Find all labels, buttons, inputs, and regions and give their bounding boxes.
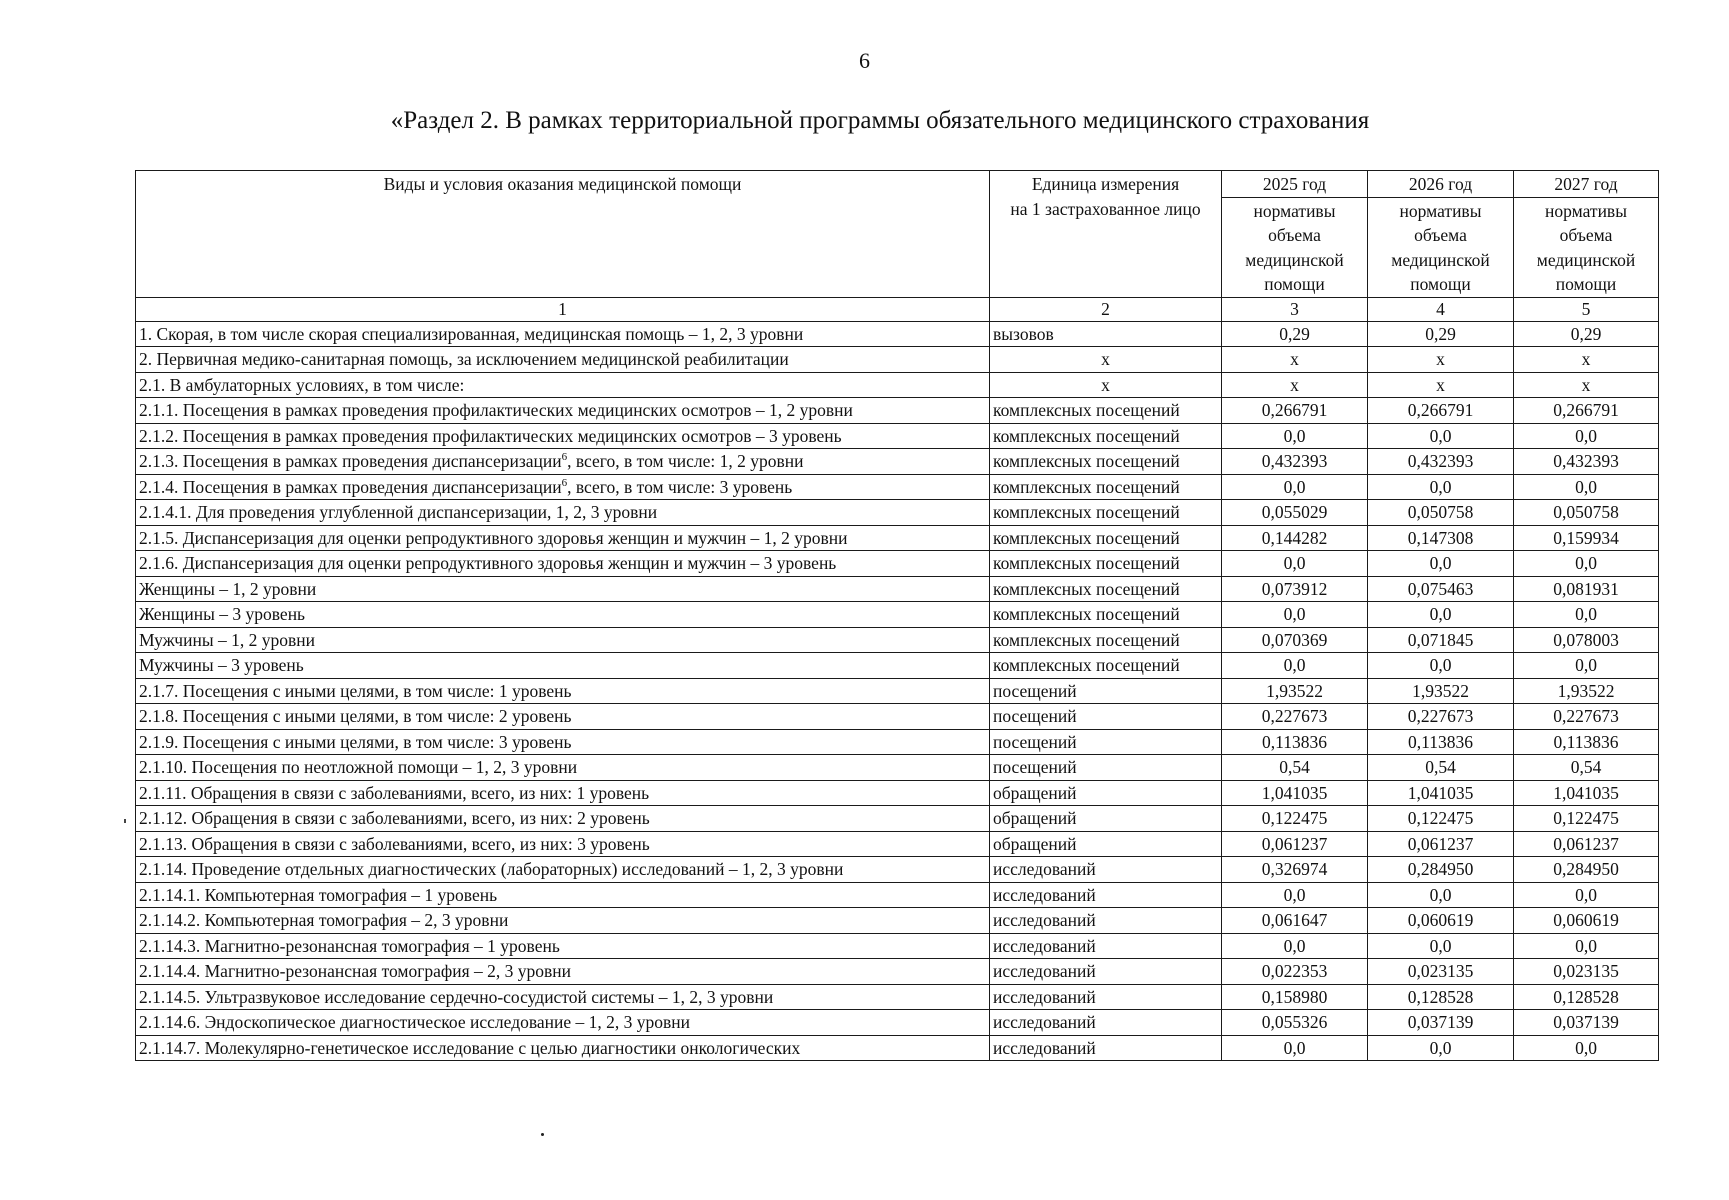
row-value-2027: 0,061237	[1514, 831, 1659, 857]
row-value-2026: 0,071845	[1368, 627, 1514, 653]
row-name-cell	[136, 602, 990, 628]
row-value-2025: 0,432393	[1222, 449, 1368, 475]
row-name-cell	[136, 882, 990, 908]
row-name: 2.1.14.4. Магнитно-резонансная томография – 2, 3 уровни	[139, 961, 572, 982]
table-row	[136, 347, 1659, 373]
row-unit: комплексных посещений	[990, 551, 1222, 577]
row-value-2025: 0,070369	[1222, 627, 1368, 653]
row-value-2026: 0,060619	[1368, 908, 1514, 934]
row-name-cell	[136, 347, 990, 373]
row-value-2025: 0,326974	[1222, 857, 1368, 883]
row-value-2025: х	[1222, 372, 1368, 398]
row-value-2026: 0,0	[1368, 1035, 1514, 1061]
row-value-2027: 0,128528	[1514, 984, 1659, 1010]
row-value-2027: 0,0	[1514, 423, 1659, 449]
table-row	[136, 627, 1659, 653]
row-value-2025: 0,158980	[1222, 984, 1368, 1010]
row-unit: исследований	[990, 882, 1222, 908]
row-name-cell	[136, 984, 990, 1010]
row-name: 2.1.10. Посещения по неотложной помощи – 1, 2, 3 уровни	[139, 757, 578, 778]
row-name: 2.1.14.3. Магнитно-резонансная томография – 1 уровень	[139, 935, 560, 956]
row-name-cell	[136, 398, 990, 424]
row-name-cell	[136, 500, 990, 526]
row-name: 2.1.13. Обращения в связи с заболеваниями, всего, из них: 3 уровень	[139, 833, 650, 854]
row-value-2026: 0,54	[1368, 755, 1514, 781]
table-row	[136, 780, 1659, 806]
row-name-cell	[136, 908, 990, 934]
row-value-2026: 1,041035	[1368, 780, 1514, 806]
header-unit	[990, 171, 1222, 298]
row-name-cell	[136, 423, 990, 449]
row-unit: комплексных посещений	[990, 525, 1222, 551]
table-row	[136, 729, 1659, 755]
header-2027	[1514, 171, 1659, 298]
row-name-cell	[136, 653, 990, 679]
table-row	[136, 398, 1659, 424]
row-value-2025: 0,061237	[1222, 831, 1368, 857]
header-2025	[1222, 171, 1368, 298]
row-value-2025: 1,041035	[1222, 780, 1368, 806]
section-title: «Раздел 2. В рамках территориальной программы обязательного медицинского страхования	[390, 107, 1370, 134]
row-value-2025: 0,055029	[1222, 500, 1368, 526]
row-unit: комплексных посещений	[990, 398, 1222, 424]
row-name: Мужчины – 1, 2 уровни	[139, 629, 315, 650]
row-name: 2.1.4. Посещения в рамках проведения диспансеризации	[139, 476, 562, 497]
table-row	[136, 1035, 1659, 1061]
row-value-2025: 0,055326	[1222, 1010, 1368, 1036]
row-unit: исследований	[990, 959, 1222, 985]
header-2027-desc: нормативы объема медицинской помощи	[1536, 200, 1636, 294]
row-name-cell	[136, 627, 990, 653]
row-value-2026: 0,023135	[1368, 959, 1514, 985]
row-name-tail: , всего, в том числе: 3 уровень	[567, 476, 793, 497]
row-name-cell	[136, 831, 990, 857]
row-value-2026: 0,128528	[1368, 984, 1514, 1010]
row-name-cell	[136, 780, 990, 806]
row-value-2027: 0,050758	[1514, 500, 1659, 526]
row-value-2026: 0,0	[1368, 933, 1514, 959]
table-row	[136, 908, 1659, 934]
header-2027-year: 2027 год	[1514, 172, 1658, 198]
row-unit: посещений	[990, 729, 1222, 755]
row-value-2026: 0,147308	[1368, 525, 1514, 551]
row-name: 2.1.14. Проведение отдельных диагностических (лабораторных) исследований – 1, 2, 3 уровни	[139, 859, 844, 880]
column-number: 5	[1514, 297, 1659, 321]
row-value-2025: х	[1222, 347, 1368, 373]
column-number: 3	[1222, 297, 1368, 321]
row-name-tail: , всего, в том числе: 1, 2 уровни	[567, 451, 804, 472]
row-name: 2.1.14.6. Эндоскопическое диагностическое исследование – 1, 2, 3 уровни	[139, 1012, 691, 1033]
row-value-2026: 0,227673	[1368, 704, 1514, 730]
row-value-2026: 0,037139	[1368, 1010, 1514, 1036]
row-value-2026: х	[1368, 372, 1514, 398]
row-name-cell	[136, 372, 990, 398]
table-row	[136, 423, 1659, 449]
table-row	[136, 959, 1659, 985]
row-value-2027: 0,266791	[1514, 398, 1659, 424]
table-header-row	[136, 171, 1659, 298]
row-name-cell	[136, 1035, 990, 1061]
table-row	[136, 882, 1659, 908]
row-value-2026: 0,0	[1368, 653, 1514, 679]
row-value-2026: 0,266791	[1368, 398, 1514, 424]
column-number: 4	[1368, 297, 1514, 321]
row-value-2027: 0,432393	[1514, 449, 1659, 475]
row-value-2025: 0,0	[1222, 551, 1368, 577]
row-name: 2.1.11. Обращения в связи с заболеваниями, всего, из них: 1 уровень	[139, 782, 650, 803]
table-row	[136, 1010, 1659, 1036]
row-name: 2.1.12. Обращения в связи с заболеваниями, всего, из них: 2 уровень	[139, 808, 650, 829]
row-name: 2.1.2. Посещения в рамках проведения профилактических медицинских осмотров – 3 уровень	[139, 425, 842, 446]
table-row	[136, 449, 1659, 475]
row-unit: исследований	[990, 857, 1222, 883]
row-value-2027: 0,0	[1514, 1035, 1659, 1061]
header-unit-label: Единица измерения	[1031, 174, 1180, 194]
row-unit: посещений	[990, 678, 1222, 704]
row-name: 1. Скорая, в том числе скорая специализированная, медицинская помощь – 1, 2, 3 уровни	[139, 323, 804, 344]
row-value-2026: 0,113836	[1368, 729, 1514, 755]
row-name: 2.1.14.7. Молекулярно-генетическое исследование с целью диагностики онкологических	[139, 1037, 801, 1058]
row-value-2026: 0,075463	[1368, 576, 1514, 602]
row-value-2027: 0,113836	[1514, 729, 1659, 755]
row-name-cell	[136, 959, 990, 985]
row-value-2026: 0,432393	[1368, 449, 1514, 475]
table-row	[136, 500, 1659, 526]
norms-table	[135, 170, 1659, 1061]
row-name: 2.1.14.5. Ультразвуковое исследование сердечно-сосудистой системы – 1, 2, 3 уровни	[139, 986, 774, 1007]
row-value-2027: 0,0	[1514, 933, 1659, 959]
row-value-2027: 0,122475	[1514, 806, 1659, 832]
row-unit: комплексных посещений	[990, 474, 1222, 500]
row-unit: обращений	[990, 831, 1222, 857]
row-value-2027: 0,29	[1514, 321, 1659, 347]
table-row	[136, 984, 1659, 1010]
row-unit: исследований	[990, 908, 1222, 934]
table-row	[136, 933, 1659, 959]
row-name: Женщины – 3 уровень	[139, 604, 306, 625]
table-row	[136, 857, 1659, 883]
footnote-mark: 6	[561, 451, 568, 464]
row-unit: исследований	[990, 1035, 1222, 1061]
row-value-2025: 0,0	[1222, 474, 1368, 500]
table-row	[136, 474, 1659, 500]
row-name-cell	[136, 449, 990, 475]
row-value-2026: 0,29	[1368, 321, 1514, 347]
row-name-cell	[136, 1010, 990, 1036]
row-value-2025: 0,54	[1222, 755, 1368, 781]
table-row	[136, 372, 1659, 398]
row-name-cell	[136, 321, 990, 347]
row-name-cell	[136, 806, 990, 832]
row-unit: х	[990, 347, 1222, 373]
row-value-2025: 0,0	[1222, 882, 1368, 908]
row-value-2026: х	[1368, 347, 1514, 373]
row-value-2027: 0,037139	[1514, 1010, 1659, 1036]
table-row	[136, 831, 1659, 857]
row-value-2025: 1,93522	[1222, 678, 1368, 704]
scan-artifact	[124, 819, 126, 823]
row-name-cell	[136, 704, 990, 730]
row-value-2027: 1,041035	[1514, 780, 1659, 806]
row-value-2027: 0,54	[1514, 755, 1659, 781]
table-row	[136, 602, 1659, 628]
row-unit: комплексных посещений	[990, 627, 1222, 653]
row-value-2027: 0,227673	[1514, 704, 1659, 730]
row-name: 2.1.5. Диспансеризация для оценки репродуктивного здоровья женщин и мужчин – 1, 2 уровни	[139, 527, 848, 548]
row-value-2027: 0,284950	[1514, 857, 1659, 883]
row-unit: х	[990, 372, 1222, 398]
row-name: 2.1. В амбулаторных условиях, в том числе:	[139, 374, 465, 395]
row-unit: вызовов	[990, 321, 1222, 347]
table-row	[136, 704, 1659, 730]
row-value-2027: 0,078003	[1514, 627, 1659, 653]
page-number: 6	[859, 48, 870, 73]
row-value-2025: 0,29	[1222, 321, 1368, 347]
row-name-cell	[136, 729, 990, 755]
row-name: 2.1.1. Посещения в рамках проведения профилактических медицинских осмотров – 1, 2 уровни	[139, 400, 853, 421]
row-unit: обращений	[990, 780, 1222, 806]
row-unit: комплексных посещений	[990, 500, 1222, 526]
row-value-2025: 0,227673	[1222, 704, 1368, 730]
row-value-2026: 0,122475	[1368, 806, 1514, 832]
row-value-2026: 1,93522	[1368, 678, 1514, 704]
row-name: 2. Первичная медико-санитарная помощь, за исключением медицинской реабилитации	[139, 349, 789, 370]
row-name: 2.1.6. Диспансеризация для оценки репродуктивного здоровья женщин и мужчин – 3 уровень	[139, 553, 837, 574]
row-value-2027: 0,159934	[1514, 525, 1659, 551]
table-row	[136, 576, 1659, 602]
row-value-2026: 0,0	[1368, 474, 1514, 500]
row-value-2027: х	[1514, 372, 1659, 398]
row-value-2025: 0,0	[1222, 602, 1368, 628]
row-value-2026: 0,0	[1368, 423, 1514, 449]
row-value-2027: 0,023135	[1514, 959, 1659, 985]
row-value-2026: 0,0	[1368, 551, 1514, 577]
row-name-cell	[136, 933, 990, 959]
table-row	[136, 806, 1659, 832]
header-name-label: Виды и условия оказания медицинской помощи	[383, 174, 742, 194]
header-2025-desc: нормативы объема медицинской помощи	[1245, 200, 1344, 294]
row-value-2027: 0,0	[1514, 882, 1659, 908]
row-value-2025: 0,0	[1222, 423, 1368, 449]
row-value-2025: 0,073912	[1222, 576, 1368, 602]
scan-artifact-dot	[541, 1133, 544, 1136]
table-row	[136, 755, 1659, 781]
row-name: Мужчины – 3 уровень	[139, 655, 304, 676]
row-unit: комплексных посещений	[990, 576, 1222, 602]
header-name	[136, 171, 990, 298]
row-name: 2.1.8. Посещения с иными целями, в том числе: 2 уровень	[139, 706, 572, 727]
header-2026-desc: нормативы объема медицинской помощи	[1391, 200, 1490, 294]
row-value-2027: 1,93522	[1514, 678, 1659, 704]
row-name: 2.1.14.1. Компьютерная томография – 1 уровень	[139, 884, 498, 905]
column-number: 1	[136, 297, 990, 321]
row-value-2027: 0,0	[1514, 474, 1659, 500]
row-value-2025: 0,122475	[1222, 806, 1368, 832]
row-name: Женщины – 1, 2 уровни	[139, 578, 317, 599]
header-unit-sub: на 1 застрахованное лицо	[1010, 198, 1201, 219]
row-value-2027: 0,0	[1514, 602, 1659, 628]
header-2026-year: 2026 год	[1368, 172, 1513, 198]
table-row	[136, 321, 1659, 347]
row-value-2026: 0,061237	[1368, 831, 1514, 857]
row-value-2025: 0,113836	[1222, 729, 1368, 755]
row-name: 2.1.3. Посещения в рамках проведения диспансеризации	[139, 451, 562, 472]
row-value-2025: 0,022353	[1222, 959, 1368, 985]
row-name: 2.1.9. Посещения с иными целями, в том числе: 3 уровень	[139, 731, 572, 752]
row-unit: исследований	[990, 1010, 1222, 1036]
row-name: 2.1.7. Посещения с иными целями, в том числе: 1 уровень	[139, 680, 572, 701]
row-unit: посещений	[990, 704, 1222, 730]
row-value-2027: 0,060619	[1514, 908, 1659, 934]
row-value-2025: 0,061647	[1222, 908, 1368, 934]
table-row	[136, 653, 1659, 679]
row-unit: комплексных посещений	[990, 423, 1222, 449]
table-row	[136, 678, 1659, 704]
row-value-2026: 0,284950	[1368, 857, 1514, 883]
row-name-cell	[136, 576, 990, 602]
row-value-2027: х	[1514, 347, 1659, 373]
row-value-2025: 0,0	[1222, 1035, 1368, 1061]
header-2026	[1368, 171, 1514, 298]
row-unit: исследований	[990, 984, 1222, 1010]
row-name-cell	[136, 525, 990, 551]
row-value-2027: 0,081931	[1514, 576, 1659, 602]
row-name-cell	[136, 678, 990, 704]
row-name-cell	[136, 857, 990, 883]
row-name-cell	[136, 551, 990, 577]
row-name: 2.1.4.1. Для проведения углубленной диспансеризации, 1, 2, 3 уровни	[139, 502, 658, 523]
column-number-row	[136, 297, 1659, 321]
row-value-2027: 0,0	[1514, 551, 1659, 577]
row-name-cell	[136, 474, 990, 500]
row-unit: посещений	[990, 755, 1222, 781]
row-name: 2.1.14.2. Компьютерная томография – 2, 3 уровни	[139, 910, 509, 931]
row-unit: комплексных посещений	[990, 653, 1222, 679]
header-2025-year: 2025 год	[1222, 172, 1367, 198]
row-value-2025: 0,0	[1222, 653, 1368, 679]
row-name-cell	[136, 755, 990, 781]
row-value-2026: 0,050758	[1368, 500, 1514, 526]
footnote-mark: 6	[561, 476, 568, 489]
table-row	[136, 525, 1659, 551]
row-value-2025: 0,144282	[1222, 525, 1368, 551]
row-unit: комплексных посещений	[990, 602, 1222, 628]
column-number: 2	[990, 297, 1222, 321]
row-unit: комплексных посещений	[990, 449, 1222, 475]
row-value-2026: 0,0	[1368, 602, 1514, 628]
row-value-2025: 0,266791	[1222, 398, 1368, 424]
row-unit: обращений	[990, 806, 1222, 832]
row-unit: исследований	[990, 933, 1222, 959]
row-value-2026: 0,0	[1368, 882, 1514, 908]
row-value-2025: 0,0	[1222, 933, 1368, 959]
row-value-2027: 0,0	[1514, 653, 1659, 679]
table-row	[136, 551, 1659, 577]
